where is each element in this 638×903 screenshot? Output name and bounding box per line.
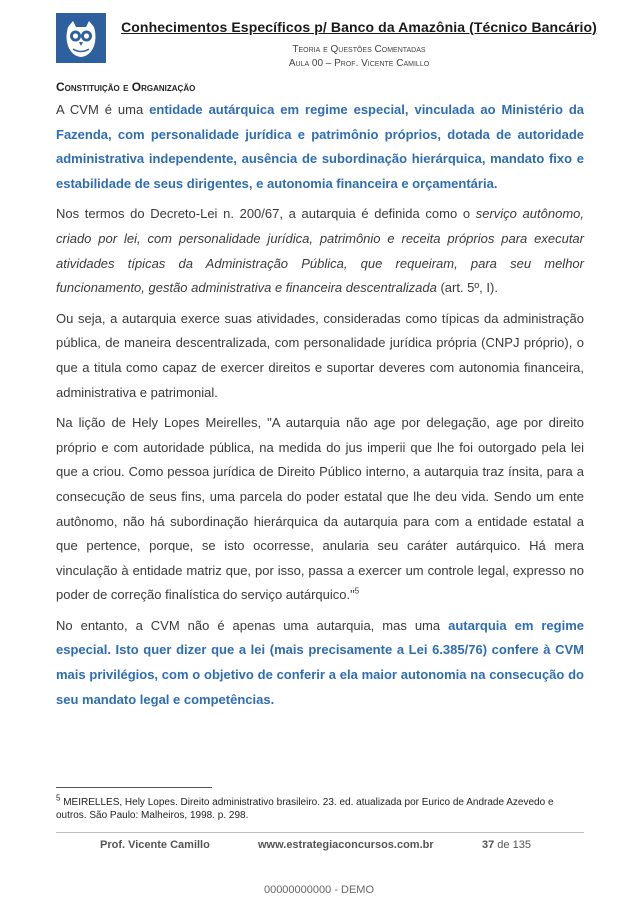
paragraph-1-highlight: entidade autárquica em regime especial, vinculada ao Ministério da Fazenda, com personalidade jurídica e patrimônio próprios, dotada de autoridade administrativa independente, ausência de subordinação hierárquica, mandato fixo e estabilidade de seus dirigentes, e autonomia financeira e orçamentária. — [56, 102, 585, 191]
header-lesson: Aula 00 – Prof. Vicente Camillo — [288, 58, 430, 69]
owl-icon — [56, 13, 106, 63]
paragraph-5-lead: No entanto, a CVM não é apenas uma autarquia, mas uma — [56, 617, 449, 633]
footer-author: Prof. Vicente Camillo — [100, 839, 210, 851]
footnote-ref[interactable]: 5 — [354, 586, 360, 596]
footnote-text: MEIRELLES, Hely Lopes. Direito administrativo brasileiro. 23. ed. atualizada por Eurico de Andrade Azevedo e outros. São Paulo: Malheiros, 1998. p. 298. — [56, 797, 554, 821]
footnote-number: 5 — [56, 793, 61, 803]
paragraph-3: Ou seja, a autarquia exerce suas atividades, consideradas como típicas da administração pública, de maneira descentralizada, com personalidade jurídica própria (CNPJ próprio), o que a titula como capaz de exercer direitos e suportar deveres com autonomia financeira, administrativa e patrimonial. — [56, 310, 584, 400]
demo-watermark: 00000000000 - DEMO — [263, 884, 375, 896]
page-total: 135 — [512, 839, 531, 851]
section-title: Constituição e Organização — [56, 80, 196, 94]
paragraph-2 — [56, 202, 584, 300]
page-of: de — [494, 839, 513, 851]
footer-divider — [56, 832, 584, 833]
paragraph-2-definition: serviço autônomo, criado por lei, com personalidade jurídica, patrimônio e receita próprios para executar atividades típicas da Administração Pública, que requeiram, para seu melhor funcionamento, gestão administrativa e financeira descentralizada — [56, 206, 584, 296]
paragraph-1 — [56, 98, 584, 196]
paragraph-4 — [56, 411, 584, 608]
paragraph-5 — [56, 614, 584, 712]
footnote-divider — [56, 787, 212, 788]
footnote — [56, 793, 586, 822]
paragraph-2-lead: Nos termos do Decreto-Lei n. 200/67, a autarquia é definida como o — [56, 206, 476, 222]
page-current: 37 — [482, 839, 495, 851]
page-counter — [482, 839, 531, 851]
header-subtitle: Teoria e Questões Comentadas — [292, 44, 426, 55]
paragraph-2-tail: (art. 5º, I). — [436, 280, 498, 296]
paragraph-5-highlight: autarquia em regime especial. Isto quer dizer que a lei (mais precisamente a Lei 6.385/76) confere à CVM mais privilégios, com o objetivo de conferir a ela maior autonomia na consecução do seu mandato legal e competências. — [56, 617, 584, 707]
paragraph-4-quote: Na lição de Hely Lopes Meirelles, "A autarquia não age por delegação, age por direito próprio e com autoridade pública, na medida do jus imperii que lhe foi outorgado pela lei que a criou. Como pessoa jurídica de Direito Público interno, a autarquia traz ínsita, para a consecução de seus fins, uma parcela do poder estatal que lhe deu vida. Sendo um ente autônomo, não há subordinação hierárquica da autarquia para com a entidade estatal a que pertence, porque, se isto ocorresse, anularia seu caráter autárquico. Há mera vinculação à entidade matriz que, por isso, passa a exercer um controle legal, expresso no poder de correção finalística do serviço autárquico." — [56, 415, 584, 603]
paragraph-1-lead: A CVM é uma — [56, 102, 150, 117]
footer-site-link[interactable]: www.estrategiaconcursos.com.br — [258, 839, 434, 851]
header-title: Conhecimentos Específicos p/ Banco da Amazônia (Técnico Bancário) — [121, 19, 597, 35]
body-text — [56, 98, 584, 718]
